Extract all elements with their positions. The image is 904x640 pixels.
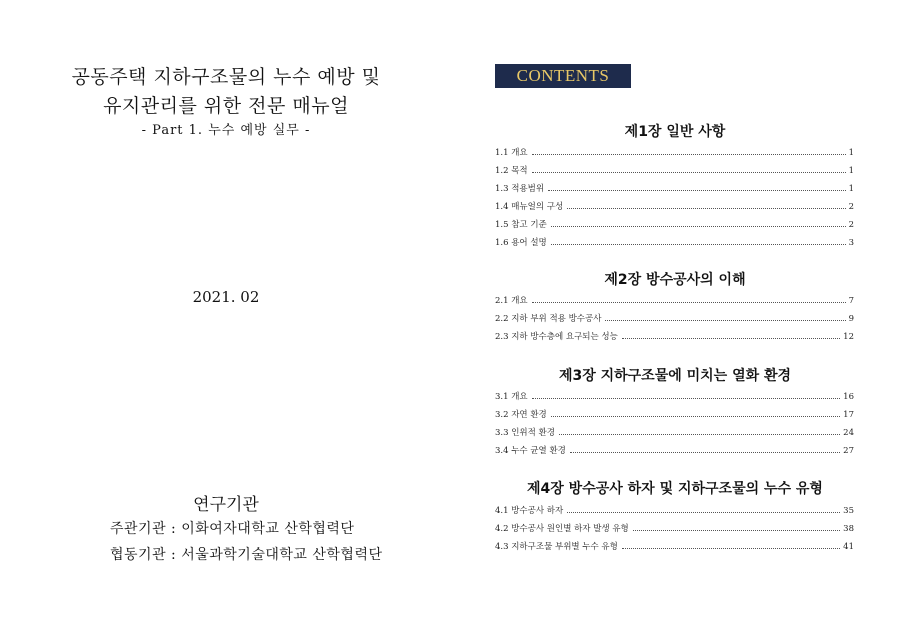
toc-leader-dots [633,530,840,531]
toc-item[interactable] [495,442,854,456]
toc-item[interactable] [495,144,854,158]
toc-item-page: 24 [843,428,854,438]
chapter-title: 제2장 방수공사의 이해 [604,272,746,288]
toc-item-page: 1 [848,148,854,158]
toc-item[interactable] [495,234,854,248]
toc-item-page: 1 [848,184,854,194]
cover-date: 2021. 02 [192,288,260,306]
chapter-title: 제3장 지하구조물에 미치는 열화 환경 [558,368,792,384]
toc-leader-dots [551,226,846,227]
org-co: 협동기관 : 서울과학기술대학교 산학협력단 [110,547,383,563]
toc-item-page: 12 [843,332,854,342]
toc-item-label: 1.5 참고 기준 [495,220,547,230]
toc-item-page: 35 [843,506,854,516]
toc-item-label: 1.1 개요 [495,148,528,158]
toc-item[interactable] [495,180,854,194]
toc-item-label: 1.4 매뉴얼의 구성 [495,202,564,212]
toc-item-page: 1 [848,166,854,176]
toc-item[interactable] [495,198,854,212]
toc-item[interactable] [495,406,854,420]
chapter-title: 제1장 일반 사항 [624,124,726,140]
toc-leader-dots [532,154,846,155]
toc-item-label: 3.3 인위적 환경 [495,428,555,438]
toc-leader-dots [532,302,846,303]
chapter-title: 제4장 방수공사 하자 및 지하구조물의 누수 유형 [527,481,823,497]
toc-leader-dots [548,190,846,191]
toc-item-label: 3.4 누수 균열 환경 [495,446,566,456]
toc-item[interactable] [495,292,854,306]
contents-badge: CONTENTS [495,64,631,88]
toc-item-page: 2 [848,202,854,212]
cover-title-line1: 공동주택 지하구조물의 누수 예방 및 [71,66,381,88]
toc-leader-dots [570,452,840,453]
toc-item[interactable] [495,388,854,402]
toc-item[interactable] [495,162,854,176]
toc-item-label: 2.1 개요 [495,296,528,306]
toc-item-page: 16 [843,392,854,402]
toc-item-label: 4.3 지하구조물 부위별 누수 유형 [495,542,618,552]
org-main: 주관기관 : 이화여자대학교 산학협력단 [110,521,355,537]
toc-leader-dots [622,548,840,549]
toc-item-page: 3 [848,238,854,248]
toc-item-label: 3.1 개요 [495,392,528,402]
toc-item-label: 1.6 용어 설명 [495,238,547,248]
cover-subtitle: - Part 1. 누수 예방 실무 - [141,123,311,138]
toc-item-label: 2.3 지하 방수층에 요구되는 성능 [495,332,618,342]
toc-item[interactable] [495,502,854,516]
toc-item-label: 3.2 자연 환경 [495,410,547,420]
toc-item-label: 4.2 방수공사 원인별 하자 발생 유형 [495,524,629,534]
toc-leader-dots [622,338,840,339]
toc-item-page: 27 [843,446,854,456]
toc-leader-dots [551,244,846,245]
toc-leader-dots [567,512,840,513]
toc-item-page: 41 [843,542,854,552]
toc-item[interactable] [495,424,854,438]
toc-leader-dots [605,320,845,321]
toc-item-page: 2 [848,220,854,230]
toc-leader-dots [532,172,846,173]
cover-title-line2: 유지관리를 위한 전문 매뉴얼 [103,95,349,117]
org-heading: 연구기관 [193,495,259,515]
toc-leader-dots [551,416,840,417]
toc-item-page: 7 [848,296,854,306]
toc-item[interactable] [495,520,854,534]
toc-item[interactable] [495,538,854,552]
toc-item-label: 4.1 방수공사 하자 [495,506,564,516]
toc-item[interactable] [495,216,854,230]
toc-item[interactable] [495,310,854,324]
toc-item-page: 38 [843,524,854,534]
toc-item-page: 9 [848,314,854,324]
toc-item-label: 2.2 지하 부위 적용 방수공사 [495,314,602,324]
toc-leader-dots [559,434,840,435]
toc-leader-dots [532,398,841,399]
toc-item-page: 17 [843,410,854,420]
toc-item-label: 1.3 적용범위 [495,184,545,194]
toc-item-label: 1.2 목적 [495,166,528,176]
toc-item[interactable] [495,328,854,342]
toc-leader-dots [567,208,845,209]
